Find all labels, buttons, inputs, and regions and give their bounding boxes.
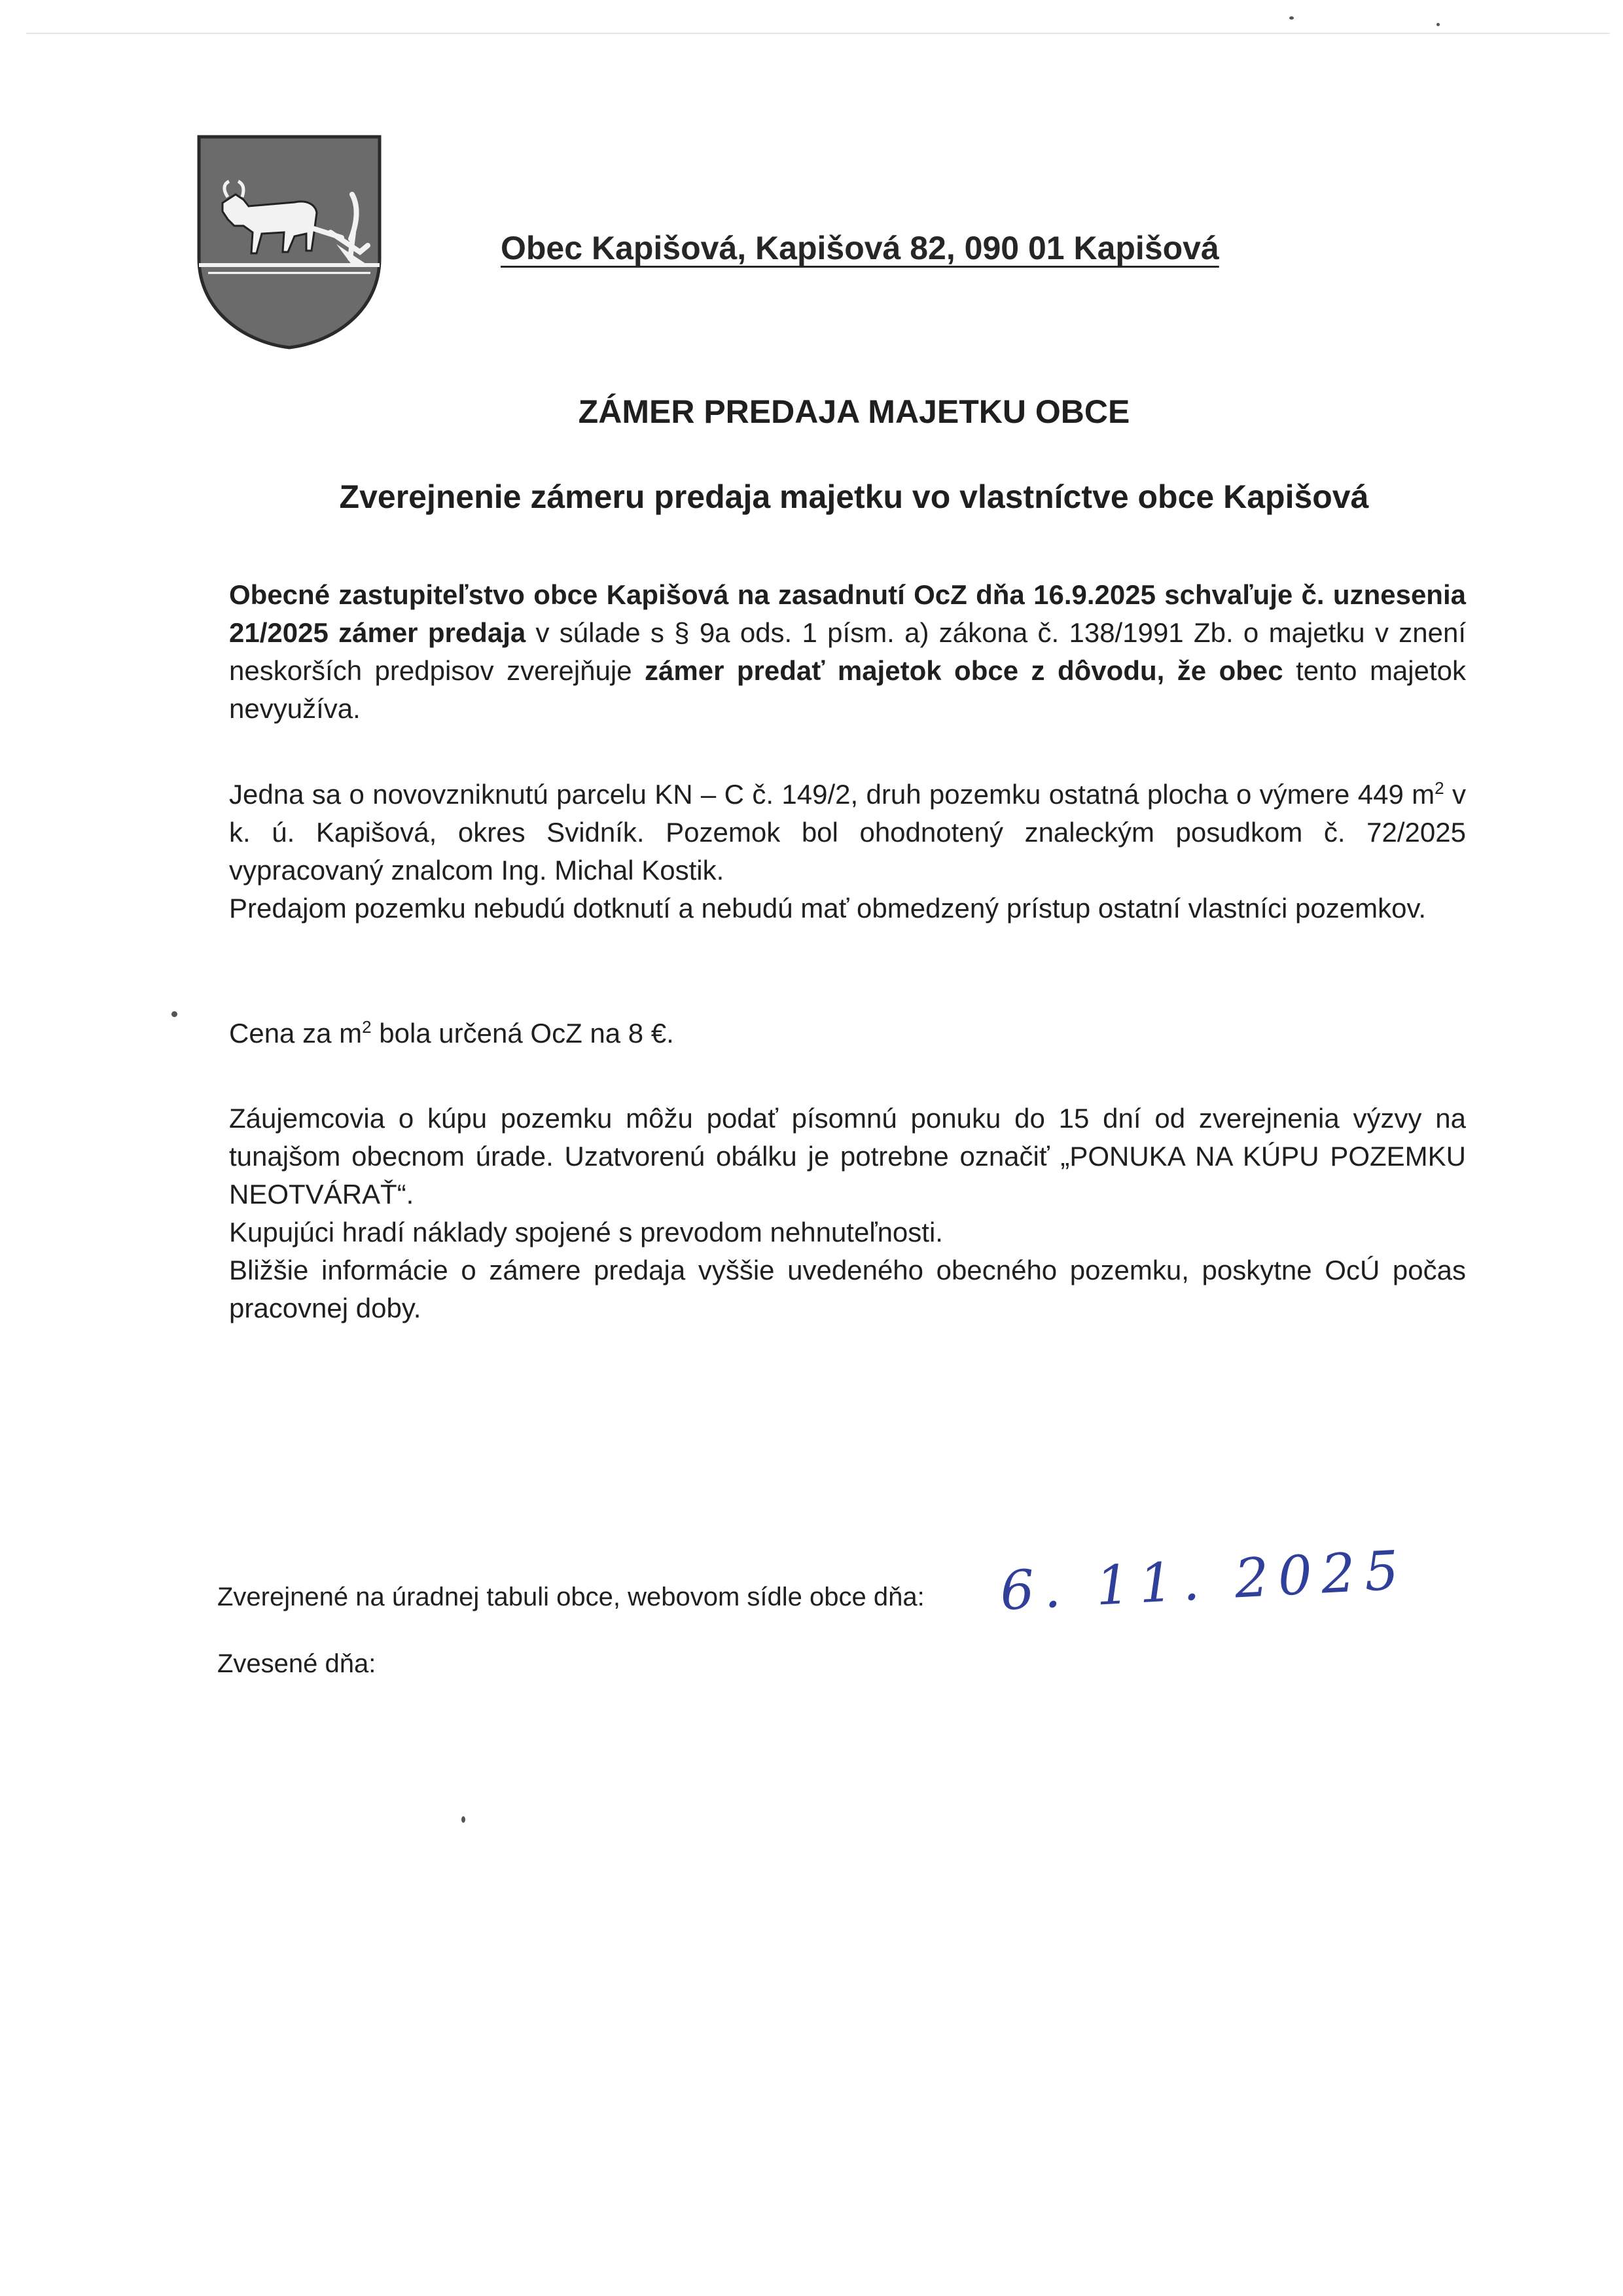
scan-speck [1289, 16, 1294, 20]
intent-text: tento majetok nevyužíva. [229, 655, 1467, 724]
resolution-paragraph [229, 576, 1466, 728]
price-value-text: bola určená OcZ na 8 €. [371, 1018, 674, 1049]
parcel-paragraph [229, 776, 1466, 927]
price-paragraph [229, 1014, 1466, 1052]
price-text: Cena za m [229, 1018, 363, 1049]
costs-text: Kupujúci hradí náklady spojené s prevodom nehnuteľnosti. [229, 1217, 943, 1247]
scan-top-edge [26, 33, 1610, 34]
scan-speck [171, 1011, 177, 1017]
price-unit-superscript: 2 [362, 1017, 372, 1037]
municipal-coat-of-arms [196, 134, 382, 350]
parcel-text: Jedna sa o novovzniknutú parcelu KN – C č. 149/2, druh pozemku ostatná plocha o výmere 449 m [229, 779, 1435, 810]
letterhead-address: Obec Kapišová, Kapišová 82, 090 01 Kapišová [501, 230, 1219, 266]
parcel-appraisal-text: v k. ú. Kapišová, okres Svidník. Pozemok bol ohodnotený znaleckým posudkom č. 72/2025 vypracovaný znalcom Ing. Michal Kostik. [229, 779, 1467, 886]
area-unit-superscript: 2 [1435, 778, 1444, 798]
information-text: Bližšie informácie o zámere predaja vyššie uvedeného obecného pozemku, poskytne OcÚ počas pracovnej doby. [229, 1255, 1466, 1323]
document-title: ZÁMER PREDAJA MAJETKU OBCE [578, 393, 1130, 430]
resolution-bold-text: Obecné zastupiteľstvo obce Kapišová na zasadnutí OcZ dňa 16.9.2025 schvaľuje č. uznesenia 21/2025 zámer predaja [229, 579, 1466, 648]
removed-label: Zvesené dňa: [217, 1649, 376, 1678]
document-subtitle: Zverejnenie zámeru predaja majetku vo vlastníctve obce Kapišová [339, 478, 1369, 515]
offers-paragraph [229, 1100, 1466, 1327]
access-text: Predajom pozemku nebudú dotknutí a nebudú mať obmedzený prístup ostatní vlastníci pozemkov. [229, 893, 1427, 924]
intent-bold-text: zámer predať majetok obce z dôvodu, že obec [645, 655, 1283, 686]
handwritten-publication-date: 6. 11. 2025 [998, 1539, 1410, 1623]
published-label: Zverejnené na úradnej tabuli obce, webovom sídle obce dňa: [217, 1583, 925, 1611]
resolution-text: v súlade s § 9a ods. 1 písm. a) zákona č. 138/1991 Zb. o majetku v znení neskorších predpisov zverejňuje [229, 617, 1466, 686]
offer-instructions: Záujemcovia o kúpu pozemku môžu podať písomnú ponuku do 15 dní od zverejnenia výzvy na tunajšom obecnom úrade. Uzatvorenú obálku je potrebne označiť „PONUKA NA KÚPU POZEMKU NEOTVÁRAŤ“. [229, 1103, 1466, 1210]
scan-speck [461, 1816, 465, 1823]
scan-speck [1436, 23, 1440, 26]
